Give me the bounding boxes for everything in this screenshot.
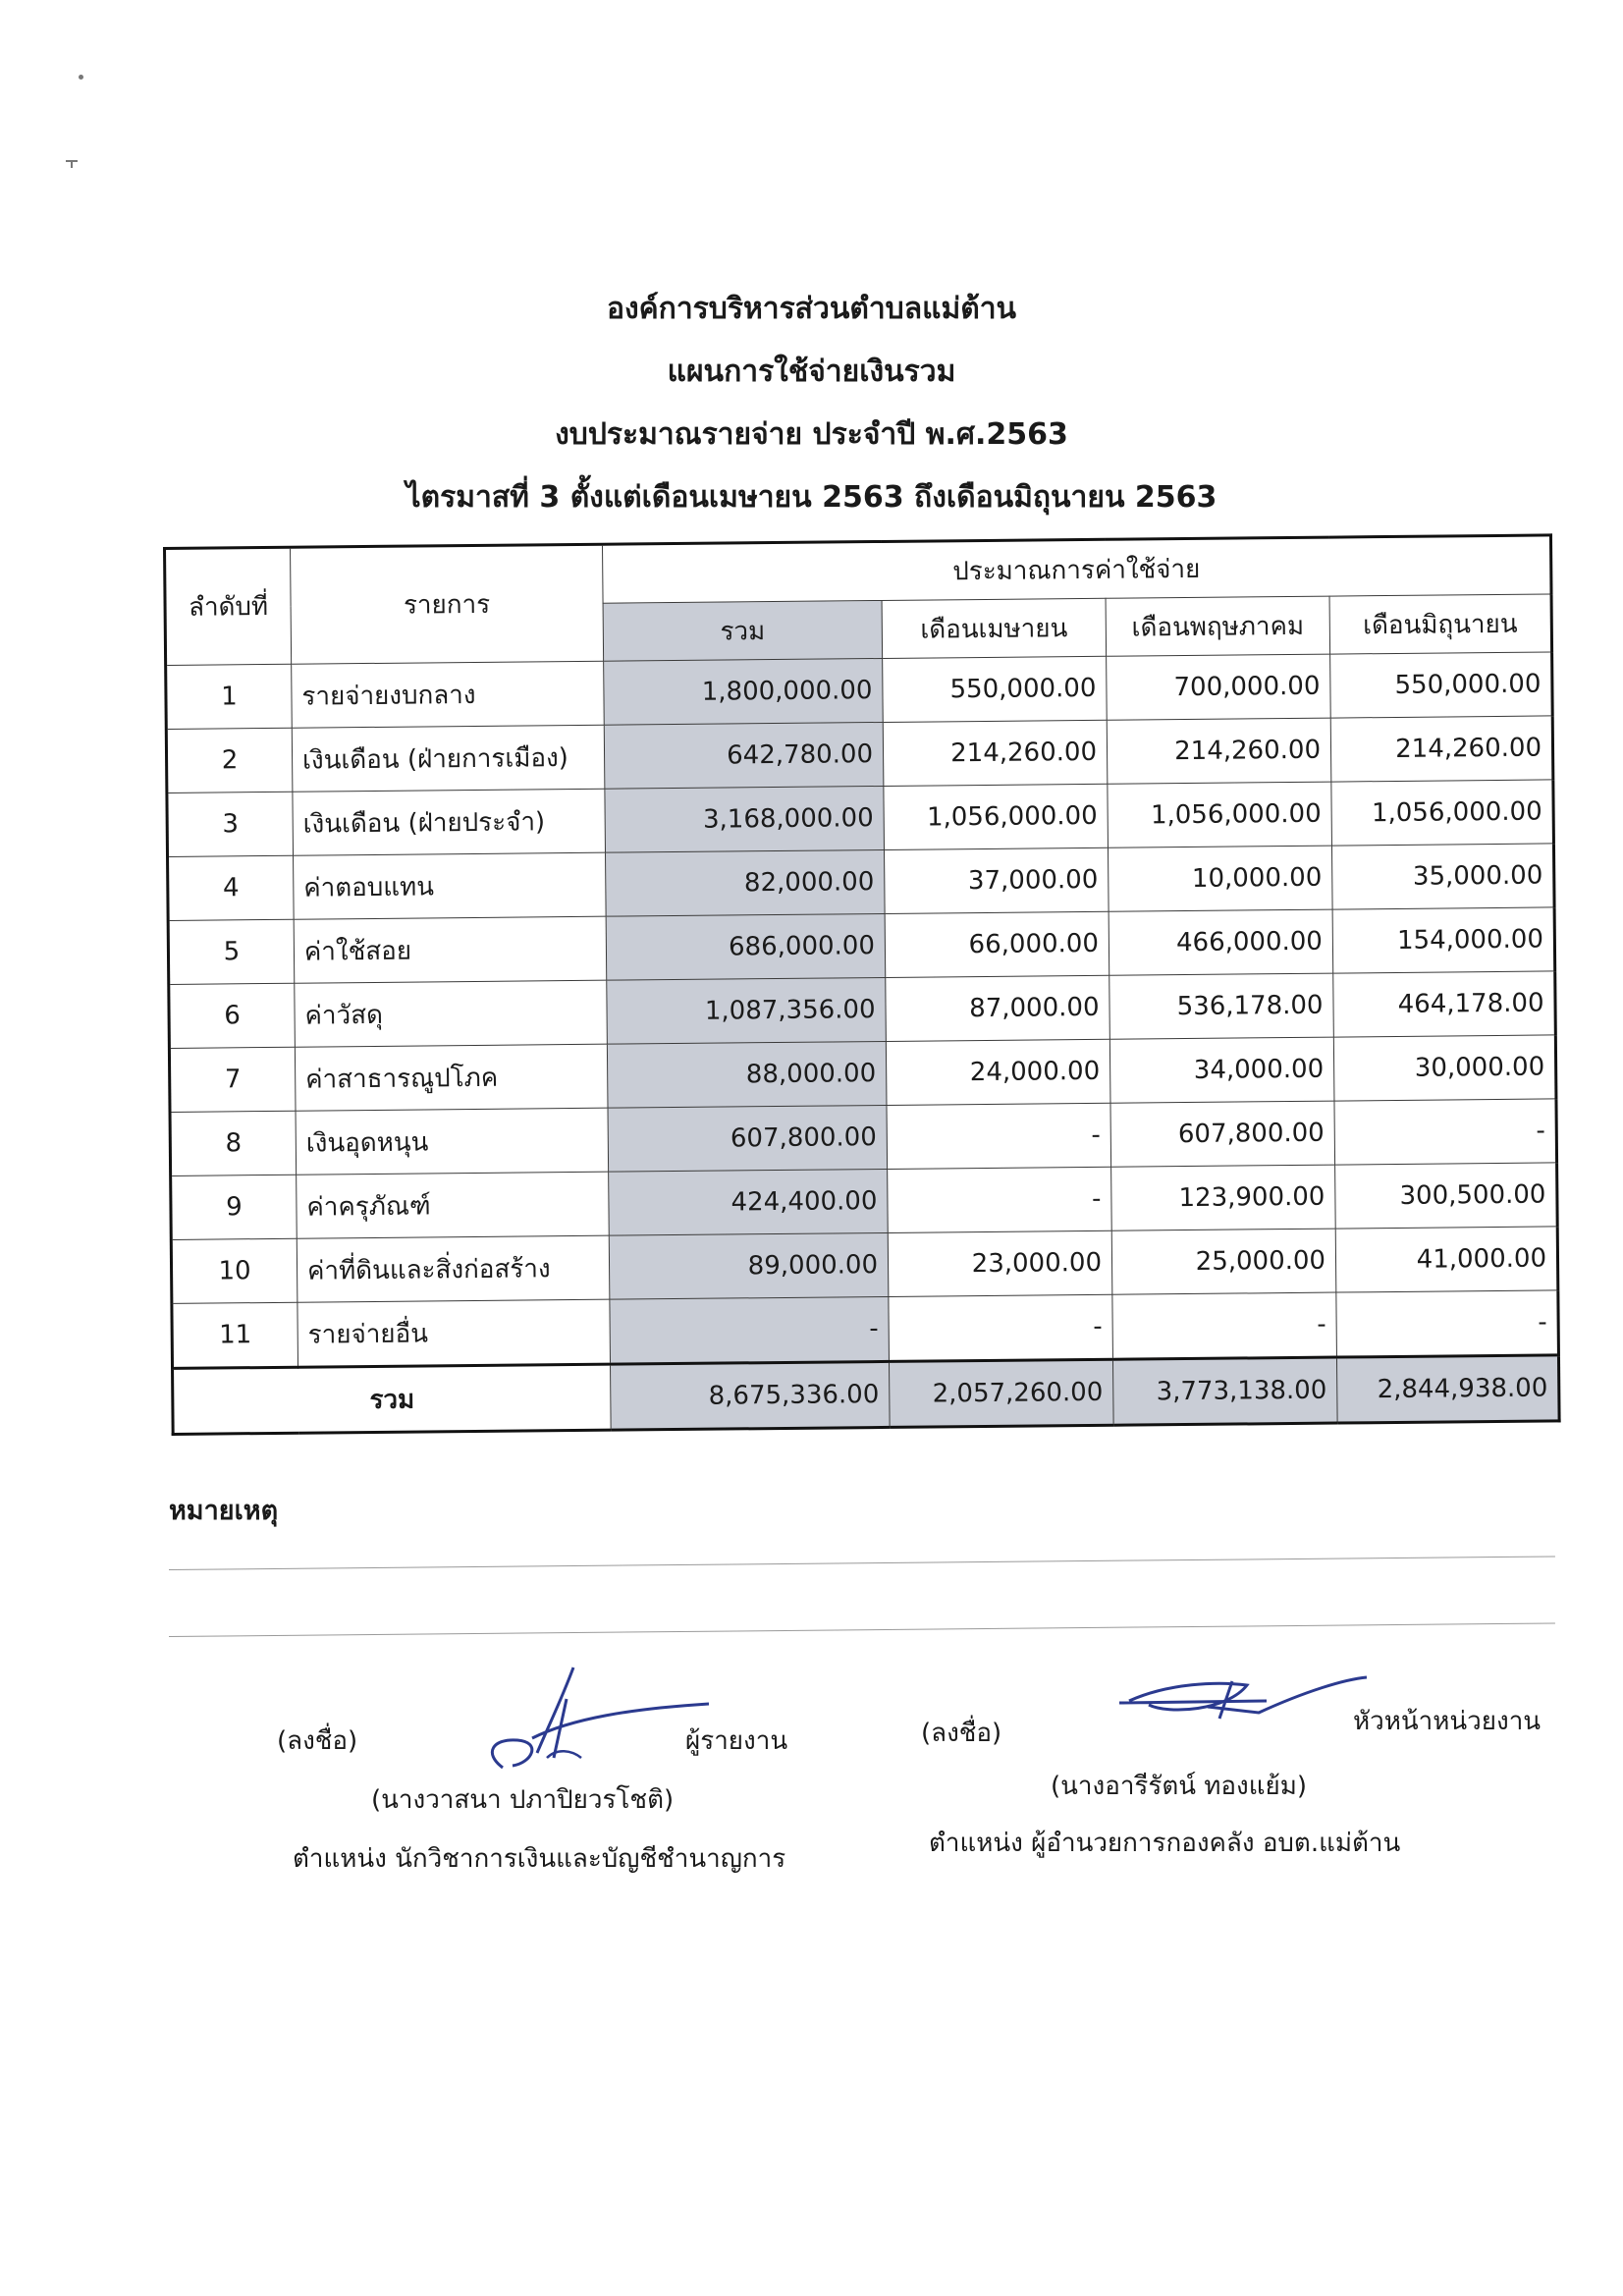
row-may: 34,000.00: [1109, 1037, 1334, 1103]
row-june: 30,000.00: [1333, 1035, 1556, 1101]
scan-speck: [71, 162, 73, 168]
left-position: ตำแหน่ง นักวิชาการเงินและบัญชีชำนาญการ: [293, 1844, 786, 1874]
right-role: หัวหน้าหน่วยงาน: [1353, 1707, 1542, 1736]
row-april: 24,000.00: [886, 1039, 1110, 1105]
row-may: 700,000.00: [1107, 654, 1331, 720]
header-june: เดือนมิถุนายน: [1329, 594, 1552, 654]
remark-label: หมายเหตุ: [169, 1496, 279, 1526]
row-item: ค่าตอบแทน: [294, 852, 607, 919]
left-role: ผู้รายงาน: [685, 1726, 788, 1756]
row-may: 607,800.00: [1110, 1101, 1335, 1167]
row-item: ค่าสาธารณูปโภค: [295, 1044, 608, 1111]
row-may: -: [1112, 1292, 1337, 1359]
april-total: 2,057,260.00: [889, 1359, 1113, 1427]
row-item: เงินเดือน (ฝ่ายประจำ): [293, 789, 606, 855]
row-total: 88,000.00: [607, 1041, 887, 1108]
header-may: เดือนพฤษภาคม: [1106, 596, 1330, 656]
total-label: รวม: [173, 1364, 612, 1434]
row-total: -: [610, 1296, 890, 1364]
row-number: 11: [172, 1302, 298, 1368]
row-june: 464,178.00: [1333, 971, 1556, 1037]
row-total: 424,400.00: [609, 1169, 889, 1235]
row-total: 1,800,000.00: [604, 658, 884, 725]
budget-year: งบประมาณรายจ่าย ประจำปี พ.ศ.2563: [555, 417, 1068, 452]
row-april: 214,260.00: [883, 720, 1108, 786]
row-june: 550,000.00: [1330, 652, 1553, 718]
left-name: (นางวาสนา ปภาปิยวรโชติ): [371, 1785, 675, 1815]
row-april: -: [888, 1167, 1112, 1232]
row-number: 9: [171, 1175, 298, 1239]
row-may: 536,178.00: [1109, 973, 1334, 1039]
row-may: 10,000.00: [1108, 846, 1332, 911]
quarter-period: ไตรมาสที่ 3 ตั้งแต่เดือนเมษายน 2563 ถึงเดือนมิถุนายน 2563: [406, 480, 1217, 515]
row-item: ค่าครุภัณฑ์: [297, 1172, 610, 1238]
row-item: รายจ่ายงบกลาง: [292, 661, 605, 728]
row-may: 123,900.00: [1111, 1165, 1336, 1230]
scan-speck: [79, 75, 83, 80]
row-june: 214,260.00: [1330, 716, 1553, 782]
row-may: 1,056,000.00: [1108, 782, 1332, 847]
row-may: 214,260.00: [1107, 718, 1331, 784]
right-name: (นางอารีรัตน์ ทองแย้ม): [1051, 1772, 1308, 1801]
remark-line: [169, 1556, 1555, 1570]
row-total: 3,168,000.00: [605, 786, 885, 852]
row-number: 8: [170, 1111, 297, 1175]
row-april: 37,000.00: [884, 847, 1109, 913]
row-june: 154,000.00: [1332, 907, 1555, 973]
org-name: องค์การบริหารส่วนตำบลแม่ต้าน: [606, 292, 1017, 326]
row-number: 7: [169, 1047, 296, 1112]
row-number: 3: [167, 792, 294, 856]
left-signature: [463, 1660, 719, 1787]
row-april: -: [887, 1103, 1111, 1169]
row-total: 686,000.00: [606, 913, 886, 980]
row-april: 550,000.00: [883, 656, 1108, 722]
header-total: รวม: [603, 600, 883, 661]
right-position: ตำแหน่ง ผู้อำนวยการกองคลัง อบต.แม่ต้าน: [929, 1829, 1401, 1858]
row-may: 25,000.00: [1111, 1229, 1336, 1294]
row-item: เงินเดือน (ฝ่ายการเมือง): [292, 725, 605, 792]
row-number: 4: [168, 855, 295, 920]
june-total: 2,844,938.00: [1336, 1355, 1559, 1423]
row-april: 1,056,000.00: [884, 784, 1109, 849]
remark-line: [169, 1622, 1555, 1637]
row-item: ค่าใช้สอย: [294, 916, 607, 983]
row-item: เงินอุดหนุน: [296, 1108, 609, 1175]
header-april: เดือนเมษายน: [882, 598, 1107, 658]
row-june: 35,000.00: [1331, 844, 1554, 909]
may-total: 3,773,138.00: [1112, 1357, 1337, 1425]
row-april: 23,000.00: [888, 1230, 1112, 1296]
document-header: [0, 278, 1623, 529]
row-april: 87,000.00: [886, 975, 1110, 1041]
right-sign-prefix: (ลงชื่อ): [921, 1719, 1002, 1748]
left-sign-prefix: (ลงชื่อ): [277, 1726, 358, 1756]
row-total: 89,000.00: [609, 1232, 889, 1299]
row-april: -: [889, 1294, 1113, 1361]
row-number: 6: [169, 983, 296, 1048]
row-may: 466,000.00: [1109, 909, 1333, 975]
plan-title: แผนการใช้จ่ายเงินรวม: [667, 355, 956, 389]
row-june: -: [1336, 1290, 1559, 1357]
row-total: 607,800.00: [608, 1105, 888, 1172]
row-item: ค่าวัสดุ: [295, 980, 608, 1047]
row-june: 300,500.00: [1335, 1163, 1558, 1229]
right-signature: [1109, 1662, 1375, 1740]
row-april: 66,000.00: [885, 911, 1109, 977]
row-total: 1,087,356.00: [607, 977, 887, 1044]
row-number: 10: [171, 1238, 298, 1303]
row-item: ค่าที่ดินและสิ่งก่อสร้าง: [297, 1235, 610, 1302]
header-estimate-group: ประมาณการค่าใช้จ่าย: [602, 535, 1551, 603]
row-june: 1,056,000.00: [1331, 780, 1554, 846]
budget-table: [163, 533, 1561, 1436]
row-number: 2: [166, 728, 293, 793]
header-item: รายการ: [291, 544, 604, 664]
row-june: 41,000.00: [1335, 1227, 1558, 1292]
row-june: -: [1334, 1099, 1557, 1165]
row-total: 82,000.00: [606, 849, 886, 916]
header-order-no: ลำดับที่: [165, 547, 292, 665]
row-number: 5: [168, 919, 295, 984]
total-row: [173, 1355, 1560, 1435]
row-number: 1: [166, 664, 293, 729]
row-item: รายจ่ายอื่น: [298, 1299, 611, 1367]
grand-total: 8,675,336.00: [611, 1361, 891, 1430]
row-total: 642,780.00: [604, 722, 884, 789]
